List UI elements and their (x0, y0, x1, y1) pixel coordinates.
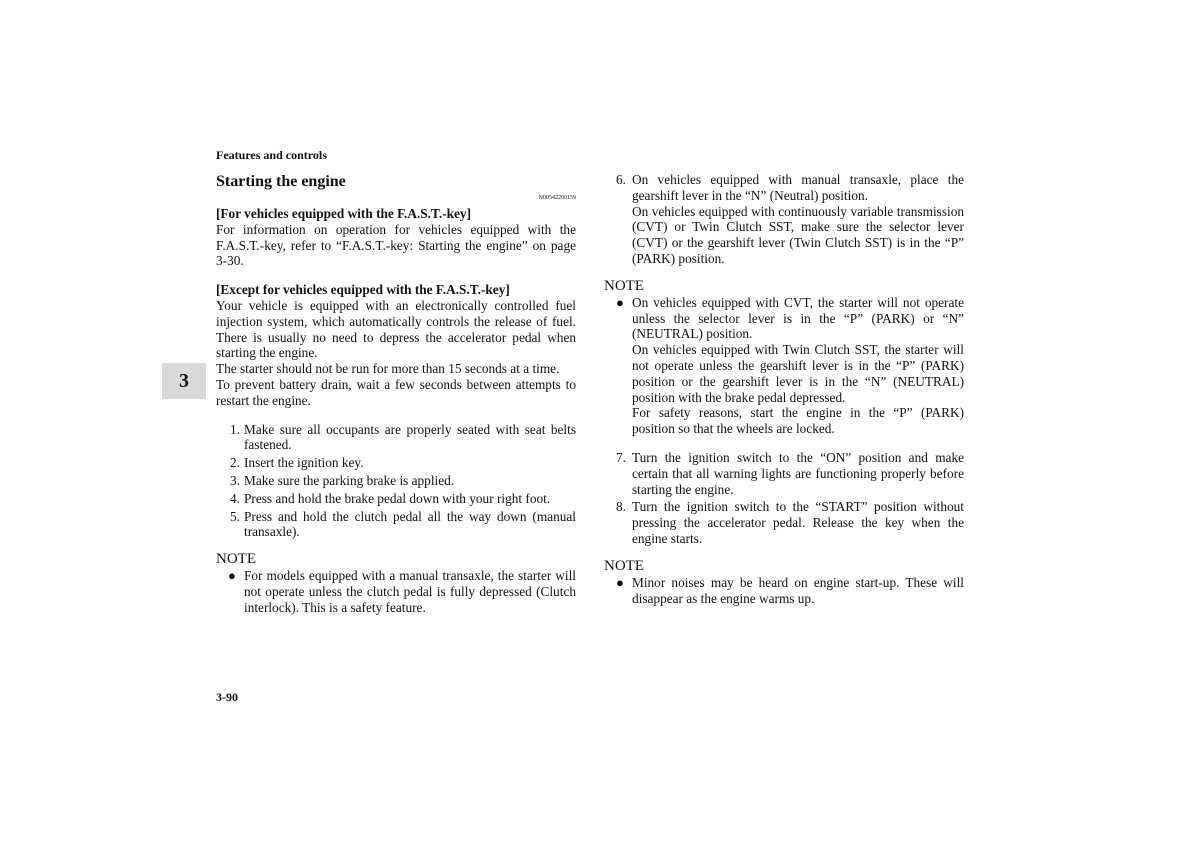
note-item (216, 568, 576, 615)
bullet-icon: ● (616, 294, 624, 310)
chapter-tab (162, 363, 206, 399)
step-item (604, 450, 964, 497)
step-text: Press and hold the clutch pedal all the way down (manual transaxle). (244, 508, 576, 540)
fast-key-text: For information on operation for vehicles equipped with the F.A.S.T.-key, refer to “F.A.S.T.-key: Starting the engine” on page 3-30. (216, 221, 576, 269)
note-label: NOTE (604, 557, 644, 574)
right-column (604, 172, 964, 606)
note-twin-clutch-text: On vehicles equipped with Twin Clutch SST, the starter will not operate unless the gearshift lever is in the “P” (PARK) position or the gearshift lever is in the “N” (NEUTRAL) position with the brake pedal depressed. (632, 342, 964, 405)
step-item (216, 455, 576, 471)
bullet-icon: ● (228, 568, 236, 584)
note-cvt-text: On vehicles equipped with CVT, the starter will not operate unless the selector lever is in the “P” (PARK) or “N” (NEUTRAL) position. (632, 294, 964, 342)
note-label: NOTE (604, 277, 644, 294)
reference-code: N00542200159 (538, 195, 576, 201)
note-label: NOTE (216, 551, 256, 568)
step-item (604, 499, 964, 546)
step-6-paragraph-1: On vehicles equipped with manual transaxle, place the gearshift lever in the “N” (Neutral) position. (632, 172, 964, 203)
step-text: Make sure all occupants are properly seated with seat belts fastened. (244, 421, 576, 453)
step-number: 1. (230, 421, 240, 437)
step-text: Turn the ignition switch to the “ON” position and make certain that all warning lights are functioning properly before starting the engine. (632, 449, 964, 497)
fast-key-heading: [For vehicles equipped with the F.A.S.T.-key] (216, 206, 471, 221)
steps-list-left (216, 422, 576, 541)
step-item (216, 473, 576, 489)
page-title: Starting the engine (216, 173, 346, 190)
note-item (604, 575, 964, 607)
except-paragraph-3: To prevent battery drain, wait a few seconds between attempts to restart the engine. (216, 376, 576, 408)
steps-list-right-b (604, 450, 964, 547)
bullet-icon: ● (616, 574, 624, 590)
title-row (216, 172, 576, 206)
step-item (216, 491, 576, 507)
note-safety-text: For safety reasons, start the engine in the “P” (PARK) position so that the wheels are locked. (632, 405, 964, 437)
step-text: Press and hold the brake pedal down with your right foot. (244, 490, 551, 506)
page-number: 3-90 (216, 690, 238, 704)
step-text: Insert the ignition key. (244, 455, 364, 471)
step-text: Make sure the parking brake is applied. (244, 472, 455, 488)
note-text: Minor noises may be heard on engine start-up. These will disappear as the engine warms up. (632, 574, 964, 606)
except-heading: [Except for vehicles equipped with the F.A.S.T.-key] (216, 282, 510, 298)
step-item (604, 172, 964, 267)
chapter-number: 3 (179, 369, 189, 392)
step-number: 2. (230, 455, 240, 471)
step-number: 3. (230, 472, 240, 488)
step-item (216, 509, 576, 541)
left-column (216, 172, 576, 616)
step-6-paragraph-2: On vehicles equipped with continuously variable transmission (CVT) or Twin Clutch SST, make sure the selector lever (CVT) or the gearshift lever (Twin Clutch SST) is in the “P” (PARK) position. (632, 203, 964, 266)
step-number: 6. (616, 172, 626, 187)
note-item (604, 295, 964, 437)
step-number: 5. (230, 508, 240, 524)
step-text: Turn the ignition switch to the “START” position without pressing the accelerator pedal. Release the key when the engine starts. (632, 499, 964, 546)
except-paragraph-2: The starter should not be run for more than 15 seconds at a time. (216, 361, 560, 377)
step-number: 4. (230, 490, 240, 506)
steps-list-right-a (604, 172, 964, 267)
note-text: For models equipped with a manual transaxle, the starter will not operate unless the clutch pedal is fully depressed (Clutch interlock). This is a safety feature. (244, 568, 576, 615)
section-header: Features and controls (216, 148, 327, 162)
step-number: 8. (616, 499, 626, 515)
except-paragraph-1: Your vehicle is equipped with an electronically controlled fuel injection system, which automatically controls the release of fuel. There is usually no need to depress the accelerator pedal when starting the engine. (216, 297, 576, 361)
step-item (216, 422, 576, 454)
step-number: 7. (616, 449, 626, 465)
